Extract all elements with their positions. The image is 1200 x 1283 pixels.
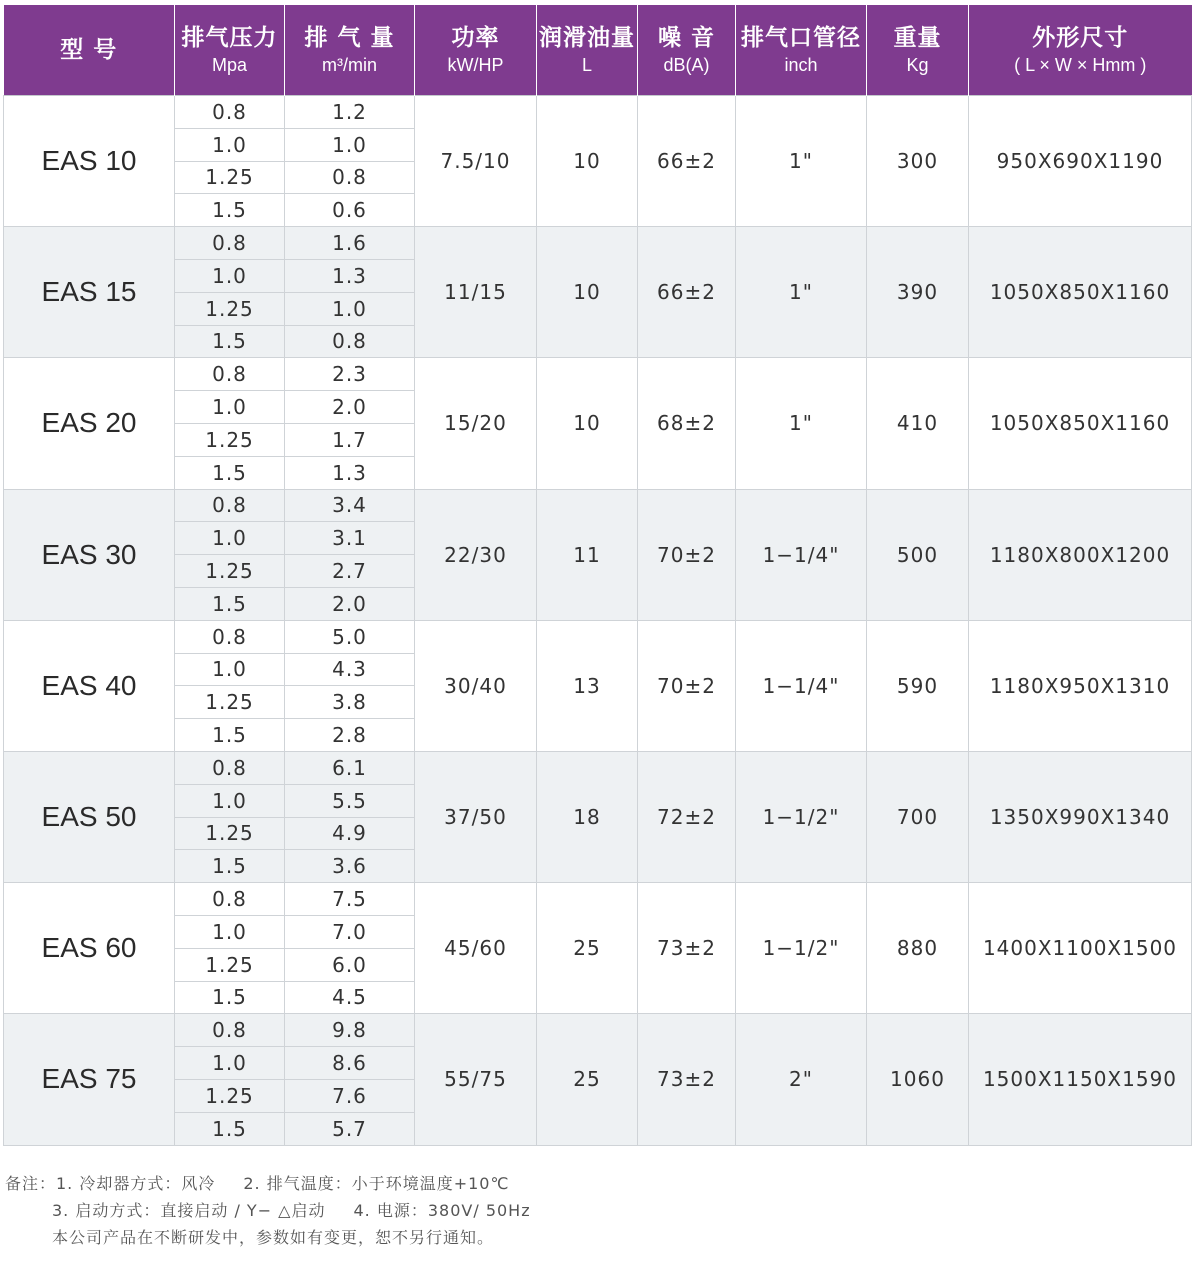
col-header-oil [537, 5, 638, 96]
noise-cell: 66±2 [638, 96, 736, 227]
pressure-cell: 1.25 [175, 161, 285, 194]
spec-table [3, 5, 1192, 1146]
noise-cell: 70±2 [638, 620, 736, 751]
pressure-cell: 1.0 [175, 391, 285, 424]
col-unit: Mpa [211, 55, 247, 75]
table-row [4, 883, 1192, 916]
col-unit: m³/min [322, 55, 377, 75]
dimensions-cell: 1180X950X1310 [969, 620, 1192, 751]
outlet-cell: 2" [736, 1014, 867, 1145]
oil-cell: 10 [537, 96, 638, 227]
table-row [4, 1014, 1192, 1047]
noise-cell: 66±2 [638, 227, 736, 358]
col-unit: dB(A) [663, 55, 710, 75]
pressure-cell: 1.25 [175, 686, 285, 719]
model-name: EAS 20 [4, 358, 175, 489]
dimensions-cell: 1050X850X1160 [969, 227, 1192, 358]
pressure-cell: 1.0 [175, 915, 285, 948]
table-row [4, 358, 1192, 391]
oil-cell: 25 [537, 1014, 638, 1145]
model-group [4, 620, 1192, 751]
pressure-cell: 1.5 [175, 850, 285, 883]
flow-cell: 7.5 [285, 883, 415, 916]
weight-cell: 500 [867, 489, 969, 620]
pressure-cell: 1.25 [175, 423, 285, 456]
flow-cell: 3.1 [285, 522, 415, 555]
dimensions-cell: 1180X800X1200 [969, 489, 1192, 620]
flow-cell: 0.8 [285, 325, 415, 358]
outlet-cell: 1−1/2" [736, 751, 867, 882]
pressure-cell: 1.0 [175, 259, 285, 292]
model-name: EAS 60 [4, 883, 175, 1014]
note-disclaimer: 本公司产品在不断研发中，参数如有变更，恕不另行通知。 [52, 1228, 495, 1247]
noise-cell: 73±2 [638, 883, 736, 1014]
pressure-cell: 1.0 [175, 653, 285, 686]
col-header-outlet [736, 5, 867, 96]
outlet-cell: 1" [736, 358, 867, 489]
pressure-cell: 1.0 [175, 1047, 285, 1080]
oil-cell: 18 [537, 751, 638, 882]
weight-cell: 410 [867, 358, 969, 489]
model-name: EAS 50 [4, 751, 175, 882]
col-header-noise [638, 5, 736, 96]
flow-cell: 1.0 [285, 128, 415, 161]
flow-cell: 0.6 [285, 194, 415, 227]
model-group [4, 96, 1192, 227]
pressure-cell: 0.8 [175, 1014, 285, 1047]
pressure-cell: 1.5 [175, 719, 285, 752]
dimensions-cell: 1350X990X1340 [969, 751, 1192, 882]
flow-cell: 2.8 [285, 719, 415, 752]
outlet-cell: 1" [736, 96, 867, 227]
model-name: EAS 75 [4, 1014, 175, 1145]
flow-cell: 6.1 [285, 751, 415, 784]
pressure-cell: 1.5 [175, 194, 285, 227]
model-name: EAS 30 [4, 489, 175, 620]
pressure-cell: 1.5 [175, 456, 285, 489]
flow-cell: 4.3 [285, 653, 415, 686]
col-title: 型 号 [60, 37, 118, 63]
dimensions-cell: 1400X1100X1500 [969, 883, 1192, 1014]
power-cell: 7.5/10 [415, 96, 537, 227]
pressure-cell: 1.5 [175, 1112, 285, 1145]
pressure-cell: 1.5 [175, 587, 285, 620]
model-name: EAS 15 [4, 227, 175, 358]
flow-cell: 1.7 [285, 423, 415, 456]
pressure-cell: 0.8 [175, 358, 285, 391]
noise-cell: 73±2 [638, 1014, 736, 1145]
oil-cell: 11 [537, 489, 638, 620]
col-title: 排 气 量 [304, 25, 395, 51]
pressure-cell: 1.0 [175, 128, 285, 161]
flow-cell: 1.6 [285, 227, 415, 260]
col-header-flow [285, 5, 415, 96]
pressure-cell: 0.8 [175, 227, 285, 260]
col-header-model [4, 5, 175, 96]
flow-cell: 3.6 [285, 850, 415, 883]
model-group [4, 227, 1192, 358]
weight-cell: 390 [867, 227, 969, 358]
weight-cell: 880 [867, 883, 969, 1014]
col-title: 润滑油量 [539, 25, 635, 51]
flow-cell: 5.7 [285, 1112, 415, 1145]
power-cell: 37/50 [415, 751, 537, 882]
pressure-cell: 0.8 [175, 620, 285, 653]
flow-cell: 1.0 [285, 292, 415, 325]
flow-cell: 6.0 [285, 948, 415, 981]
table-row [4, 620, 1192, 653]
model-group [4, 1014, 1192, 1145]
flow-cell: 2.0 [285, 391, 415, 424]
pressure-cell: 1.5 [175, 981, 285, 1014]
col-title: 重量 [893, 25, 942, 51]
weight-cell: 590 [867, 620, 969, 751]
pressure-cell: 0.8 [175, 751, 285, 784]
model-group [4, 883, 1192, 1014]
noise-cell: 72±2 [638, 751, 736, 882]
col-title: 功率 [451, 25, 500, 51]
flow-cell: 1.3 [285, 259, 415, 292]
flow-cell: 4.9 [285, 817, 415, 850]
note-start-method: 3. 启动方式：直接启动 / Y− △启动 [52, 1201, 326, 1220]
note-cooling: 备注：1. 冷却器方式：风冷 [5, 1174, 216, 1193]
col-unit: ( L × W × Hmm ) [1014, 55, 1147, 75]
flow-cell: 2.0 [285, 587, 415, 620]
oil-cell: 10 [537, 227, 638, 358]
model-group [4, 489, 1192, 620]
table-row [4, 751, 1192, 784]
power-cell: 30/40 [415, 620, 537, 751]
pressure-cell: 1.25 [175, 817, 285, 850]
col-title: 外形尺寸 [1032, 25, 1129, 51]
table-row [4, 96, 1192, 129]
dimensions-cell: 1500X1150X1590 [969, 1014, 1192, 1145]
flow-cell: 3.8 [285, 686, 415, 719]
outlet-cell: 1" [736, 227, 867, 358]
outlet-cell: 1−1/4" [736, 489, 867, 620]
flow-cell: 7.0 [285, 915, 415, 948]
pressure-cell: 1.5 [175, 325, 285, 358]
outlet-cell: 1−1/2" [736, 883, 867, 1014]
flow-cell: 3.4 [285, 489, 415, 522]
model-group [4, 751, 1192, 882]
pressure-cell: 1.25 [175, 1079, 285, 1112]
table-row [4, 489, 1192, 522]
power-cell: 15/20 [415, 358, 537, 489]
power-cell: 22/30 [415, 489, 537, 620]
col-header-power [415, 5, 537, 96]
table-header [4, 5, 1192, 96]
noise-cell: 68±2 [638, 358, 736, 489]
weight-cell: 1060 [867, 1014, 969, 1145]
model-name: EAS 40 [4, 620, 175, 751]
col-title: 排气口管径 [741, 25, 861, 51]
flow-cell: 4.5 [285, 981, 415, 1014]
notes [5, 1170, 531, 1251]
pressure-cell: 0.8 [175, 96, 285, 129]
table-row [4, 227, 1192, 260]
dimensions-cell: 950X690X1190 [969, 96, 1192, 227]
flow-cell: 1.3 [285, 456, 415, 489]
flow-cell: 1.2 [285, 96, 415, 129]
oil-cell: 13 [537, 620, 638, 751]
dimensions-cell: 1050X850X1160 [969, 358, 1192, 489]
flow-cell: 0.8 [285, 161, 415, 194]
col-unit: inch [784, 55, 818, 75]
noise-cell: 70±2 [638, 489, 736, 620]
col-title: 噪 音 [657, 25, 715, 51]
flow-cell: 9.8 [285, 1014, 415, 1047]
oil-cell: 10 [537, 358, 638, 489]
note-line-1 [5, 1170, 531, 1197]
pressure-cell: 1.25 [175, 555, 285, 588]
flow-cell: 5.0 [285, 620, 415, 653]
power-cell: 55/75 [415, 1014, 537, 1145]
flow-cell: 2.7 [285, 555, 415, 588]
model-name: EAS 10 [4, 96, 175, 227]
pressure-cell: 1.0 [175, 522, 285, 555]
oil-cell: 25 [537, 883, 638, 1014]
note-line-3 [5, 1224, 531, 1251]
col-unit: Kg [906, 55, 929, 75]
col-header-dimensions [969, 5, 1192, 96]
col-unit: L [581, 55, 592, 75]
weight-cell: 700 [867, 751, 969, 882]
col-unit: kW/HP [447, 55, 504, 75]
flow-cell: 5.5 [285, 784, 415, 817]
flow-cell: 2.3 [285, 358, 415, 391]
pressure-cell: 0.8 [175, 883, 285, 916]
power-cell: 45/60 [415, 883, 537, 1014]
model-group [4, 358, 1192, 489]
note-line-2 [5, 1197, 531, 1224]
weight-cell: 300 [867, 96, 969, 227]
col-header-weight [867, 5, 969, 96]
note-discharge-temp: 2. 排气温度：小于环境温度+10℃ [243, 1174, 510, 1193]
power-cell: 11/15 [415, 227, 537, 358]
pressure-cell: 1.0 [175, 784, 285, 817]
flow-cell: 7.6 [285, 1079, 415, 1112]
note-power-supply: 4. 电源：380V/ 50Hz [353, 1201, 531, 1220]
col-title: 排气压力 [181, 25, 278, 51]
pressure-cell: 1.25 [175, 948, 285, 981]
col-header-pressure [175, 5, 285, 96]
flow-cell: 8.6 [285, 1047, 415, 1080]
outlet-cell: 1−1/4" [736, 620, 867, 751]
pressure-cell: 1.25 [175, 292, 285, 325]
pressure-cell: 0.8 [175, 489, 285, 522]
